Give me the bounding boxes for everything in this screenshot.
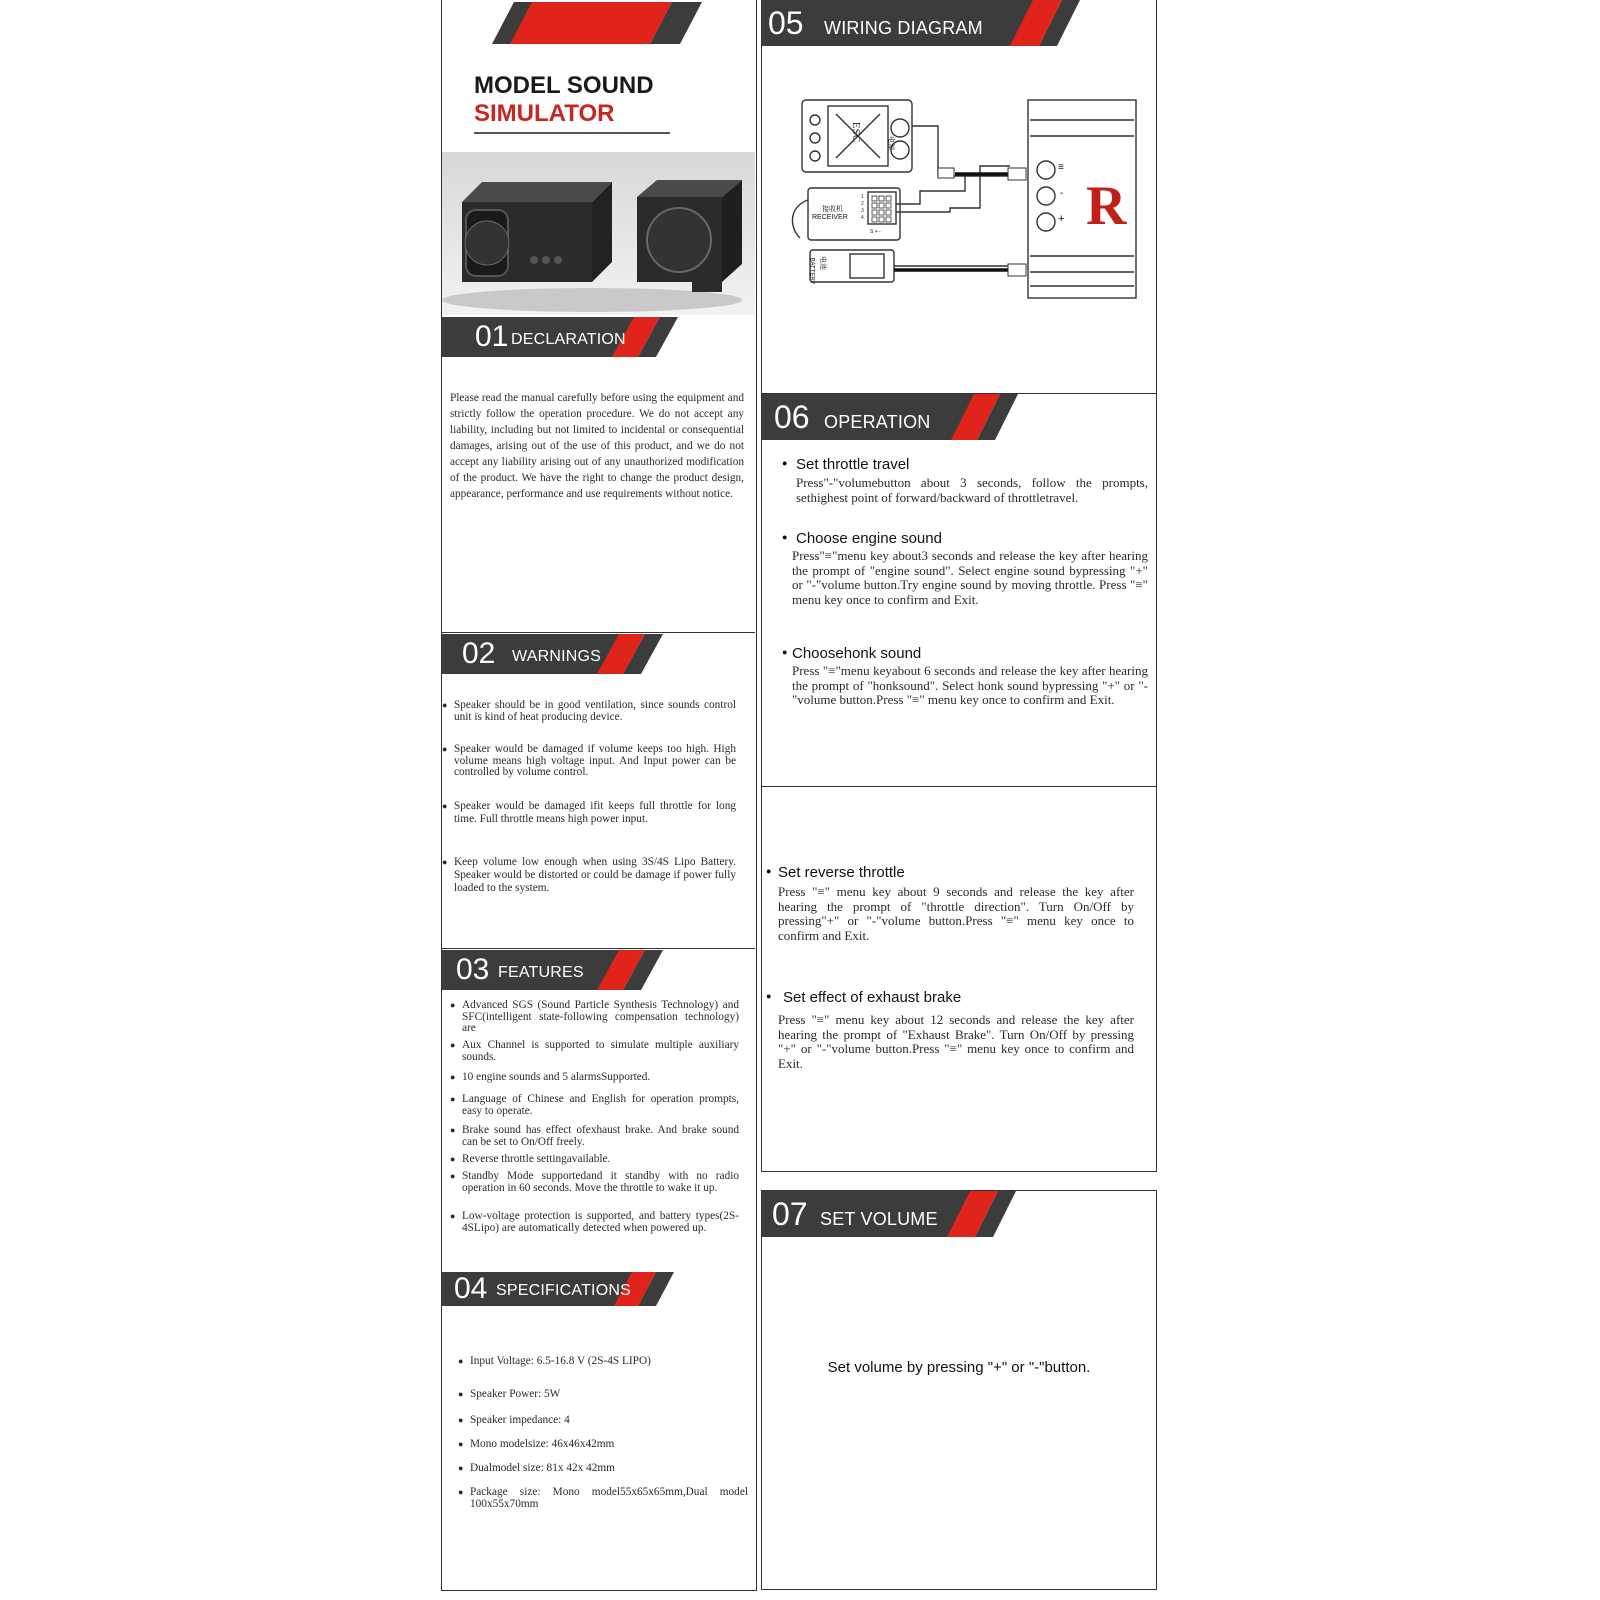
section-07-number: 07 [772, 1196, 808, 1232]
section-04-label: SPECIFICATIONS [496, 1282, 631, 1299]
section-04-number: 04 [454, 1272, 488, 1305]
section-06-label: OPERATION [824, 412, 931, 432]
battery-label: BATTERY [808, 257, 815, 285]
op-item-title: Set reverse throttle [778, 864, 905, 881]
svg-text:R: R [1086, 175, 1127, 237]
op-item-body: Press "≡" menu key about 12 seconds and release the key after hearing the prompt of "Exhaust Brake". Turn On/Off by pressing "+" or "-"volume button.Press "≡" menu key once to confirm and Exit. [778, 1012, 1134, 1071]
title-underline [474, 132, 670, 134]
plus-button-label: + [1058, 213, 1065, 225]
section-07-panel [761, 1190, 1157, 1590]
warning-item: ● Speaker would be damaged if volume keeps too high. High volume means high voltage input. And Input power can be controlled by volume control. [454, 744, 736, 779]
minus-button-label: - [1060, 188, 1064, 199]
title-line-2: SIMULATOR [474, 100, 615, 127]
channel-pins: S + - [870, 229, 881, 235]
feature-item: ● Aux Channel is supported to simulate multiple auxiliary sounds. [462, 1040, 739, 1063]
section-05-panel [761, 0, 1157, 394]
bullet-icon: ● [766, 991, 772, 1001]
section-06-header [762, 394, 1032, 440]
spec-item: ● Mono modelsize: 46x46x42mm [470, 1438, 740, 1450]
spec-item: ● Speaker Power: 5W [470, 1388, 740, 1400]
op-item-body: Press"≡"menu key about3 seconds and release the key after hearing the prompt of "engine sound". Select engine sound bypressing "+" or "-"volume button.Try engine sound by moving throttle. Press "≡" menu key once to confirm and Exit. [792, 548, 1148, 607]
title-line-1: MODEL SOUND [474, 72, 654, 99]
section-01-header [442, 317, 692, 357]
op-item-title: Choose engine sound [796, 530, 942, 547]
esc-label: ESC [850, 121, 863, 143]
spec-item: ● Package size: Mono model55x65x65mm,Dual model 100x55x70mm [470, 1486, 748, 1510]
warning-item: ● Speaker would be damaged ifit keeps full throttle for long time. Full throttle means high power input. [454, 800, 736, 826]
product-photo [442, 152, 755, 315]
bullet-icon: ● [766, 866, 772, 876]
section-06-panel [761, 393, 1157, 788]
section-06-number: 06 [774, 399, 810, 435]
section-02-header [442, 634, 672, 674]
section-05-number: 05 [768, 5, 804, 41]
set-volume-text: Set volume by pressing "+" or "-"button. [827, 1359, 1091, 1376]
section-05-label: WIRING DIAGRAM [824, 18, 983, 38]
section-01-label: DECLARATION [511, 331, 626, 348]
section-04-header [442, 1272, 682, 1312]
divider-02 [442, 948, 755, 949]
section-03-number: 03 [456, 953, 490, 986]
section-03-label: FEATURES [498, 964, 584, 981]
op-item-body: Press "≡"menu keyabout 6 seconds and release the key after hearing the prompt of "honksound". Select honk sound bypressing "+" or "-"volume button.Press "≡" menu key once to confirm and Exit. [792, 663, 1148, 707]
channel-number: 1 [861, 194, 864, 200]
bullet-icon: ● [782, 647, 788, 657]
feature-item: ● Language of Chinese and English for operation prompts, easy to operate. [462, 1094, 739, 1117]
channel-number: 2 [861, 201, 864, 207]
right-column [761, 0, 1157, 1590]
warning-item: ● Keep volume low enough when using 3S/4S Lipo Battery. Speaker would be distorted or could be damage if power fully loaded to the system. [454, 856, 736, 895]
feature-item: ● Reverse throttle settingavailable. [462, 1154, 739, 1166]
section-05-header [762, 0, 1102, 46]
page-title [474, 72, 670, 134]
spec-item: ● Dualmodel size: 81x 42x 42mm [470, 1462, 740, 1474]
bullet-icon: ● [782, 458, 788, 468]
section-03-header [442, 950, 672, 990]
channel-number: 3 [861, 208, 864, 214]
plus-button-icon [1037, 213, 1055, 231]
feature-item: ● 10 engine sounds and 5 alarmsSupported. [462, 1072, 739, 1084]
op-item-title: Set throttle travel [796, 456, 910, 473]
left-column [441, 0, 757, 1591]
warning-item: ● Speaker should be in good ventilation, since sounds control unit is kind of heat producing device. [454, 700, 736, 723]
feature-item: ● Standby Mode supportedand it standby with no radio operation in 60 seconds. Move the throttle to wake it up. [462, 1171, 739, 1194]
divider-01 [442, 632, 755, 633]
power-cn-label: 电源 [887, 136, 894, 150]
section-02-number: 02 [462, 637, 496, 670]
section-07-header [762, 1191, 1032, 1237]
receiver-label: RECEIVER [812, 214, 848, 221]
battery-cn-label: 电池 [819, 256, 826, 270]
bullet-icon: ● [782, 532, 788, 542]
feature-item: ● Advanced SGS (Sound Particle Synthesis Technology) and SFC(intelligent state-following compensation technology) are [462, 1000, 739, 1035]
section-01-number: 01 [475, 320, 509, 353]
top-decor-band [442, 2, 756, 44]
menu-button-label: ≡ [1058, 162, 1064, 173]
declaration-text: Please read the manual carefully before using the equipment and strictly follow the operation procedure. We do not accept any liability, including but not limited to incidental or consequential damages, arising out of the use of this product, and we do not accept any liability arising out of any unauthorized modification of the product. We have the right to change the product design, appearance, performance and use requirements without notice. [450, 392, 744, 500]
spec-item: ● Speaker impedance: 4 [470, 1414, 740, 1426]
spec-item: ● Input Voltage: 6.5-16.8 V (2S-4S LIPO) [470, 1355, 740, 1367]
receiver-cn-label: 接收机 [822, 206, 843, 213]
menu-button-icon [1037, 161, 1055, 179]
op-item-body: Press"-"volumebutton about 3 seconds, follow the prompts, sethighest point of forward/backward of throttletravel. [796, 475, 1148, 505]
channel-numbers [861, 194, 864, 222]
op-item-title: Choosehonk sound [792, 645, 922, 662]
feature-item: ● Low-voltage protection is supported, and battery types(2S-4SLipo) are automatically detected when powered up. [462, 1211, 739, 1234]
section-06-continued-panel [761, 786, 1157, 1172]
feature-item: ● Brake sound has effect ofexhaust brake. And brake sound can be set to On/Off freely. [462, 1125, 739, 1148]
minus-button-icon [1037, 187, 1055, 205]
channel-number: 4 [861, 215, 864, 221]
section-02-label: WARNINGS [512, 648, 602, 665]
op-item-body: Press "≡" menu key about 9 seconds and release the key after hearing the prompt of "throttle direction". Turn On/Off by pressing"+" or "-"volume button.Press "≡" menu key once to confirm and Exit. [778, 884, 1134, 943]
op-item-title: Set effect of exhaust brake [783, 989, 962, 1006]
section-07-label: SET VOLUME [820, 1209, 938, 1229]
